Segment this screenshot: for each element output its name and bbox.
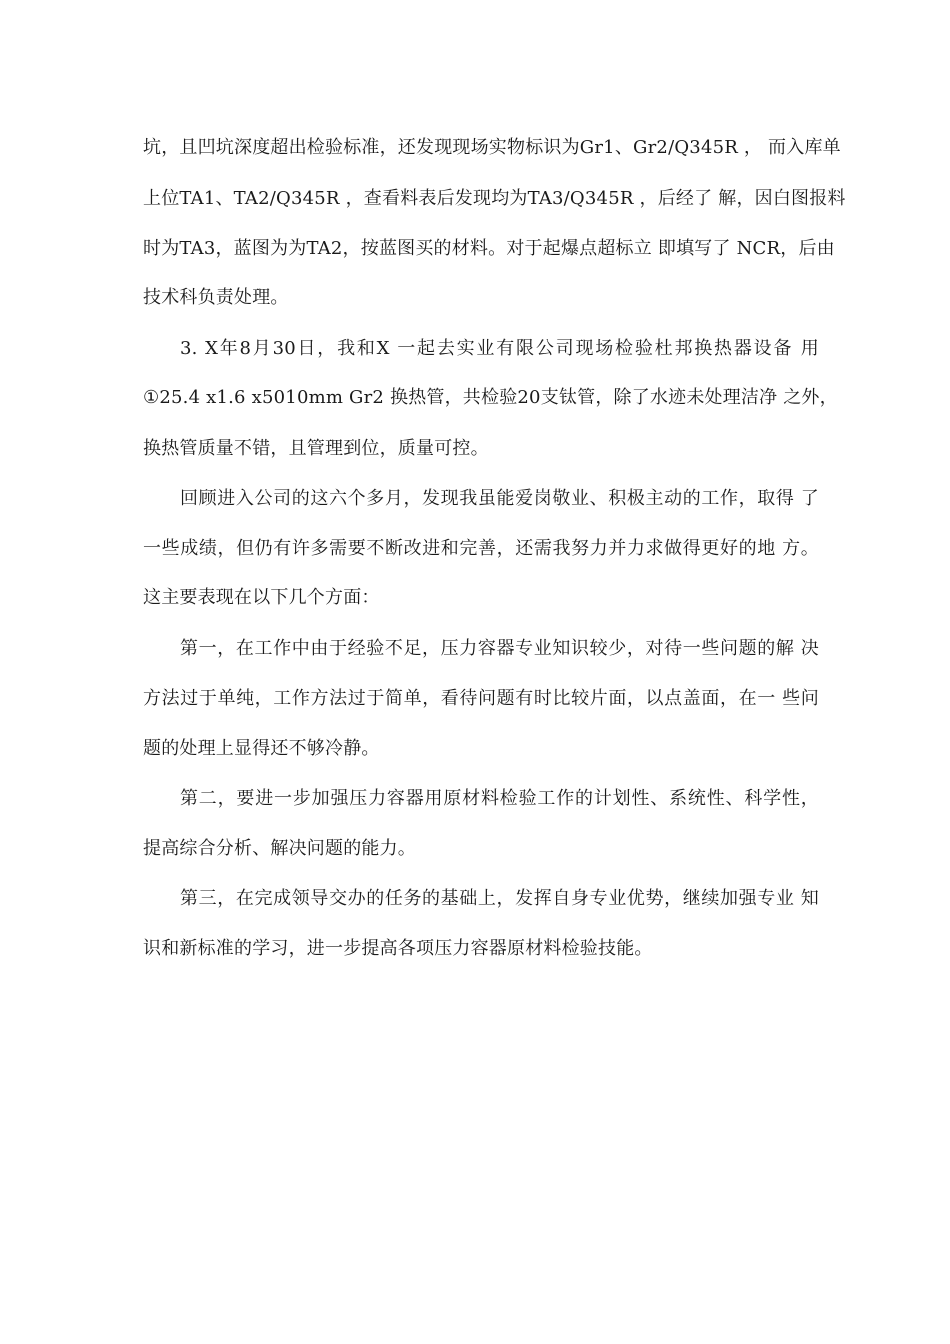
paragraph-3-line-3: 这主要表现在以下几个方面： xyxy=(143,587,380,608)
paragraph-4-line-3: 题的处理上显得还不够冷静。 xyxy=(143,738,380,759)
paragraph-4-line-2: 方法过于单纯，工作方法过于简单，看待问题有时比较片面，以点盖面，在一 些问 xyxy=(143,688,819,709)
paragraph-1-line-4: 技术科负责处理。 xyxy=(143,287,289,308)
paragraph-3-line-2: 一些成绩，但仍有许多需要不断改进和完善，还需我努力并力求做得更好的地 方。 xyxy=(143,538,819,559)
paragraph-6-line-1: 第三，在完成领导交办的任务的基础上，发挥自身专业优势，继续加强专业 知 xyxy=(180,888,819,909)
paragraph-1-line-1: 坑，且凹坑深度超出检验标准，还发现现场实物标识为Gr1、Gr2/Q345R ， 而入库单 xyxy=(143,137,841,158)
paragraph-1-line-2: 上位TA1、TA2/Q345R ，查看料表后发现均为TA3/Q345R ，后经了 解，因白图报料 xyxy=(143,188,846,209)
paragraph-2-line-2: ①25.4 x1.6 x5010mm Gr2 换热管，共检验20支钛管，除了水迹未处理洁净 之外， xyxy=(143,387,838,408)
paragraph-5-line-1: 第二，要进一步加强压力容器用原材料检验工作的计划性、系统性、科学性， xyxy=(180,788,819,809)
paragraph-4-line-1: 第一，在工作中由于经验不足，压力容器专业知识较少，对待一些问题的解 决 xyxy=(180,638,819,659)
paragraph-2-line-3: 换热管质量不错，且管理到位，质量可控。 xyxy=(143,438,489,459)
paragraph-5-line-2: 提高综合分析、解决问题的能力。 xyxy=(143,838,416,859)
paragraph-6-line-2: 识和新标准的学习，进一步提高各项压力容器原材料检验技能。 xyxy=(143,938,653,959)
paragraph-1-line-3: 时为TA3，蓝图为为TA2，按蓝图买的材料。对于起爆点超标立 即填写了 NCR，后由 xyxy=(143,238,835,259)
paragraph-3-line-1: 回顾进入公司的这六个多月，发现我虽能爱岗敬业、积极主动的工作，取得 了 xyxy=(180,488,819,509)
paragraph-2-line-1: 3. X年8月30日，我和X 一起去实业有限公司现场检验杜邦换热器设备 用 xyxy=(180,338,819,359)
